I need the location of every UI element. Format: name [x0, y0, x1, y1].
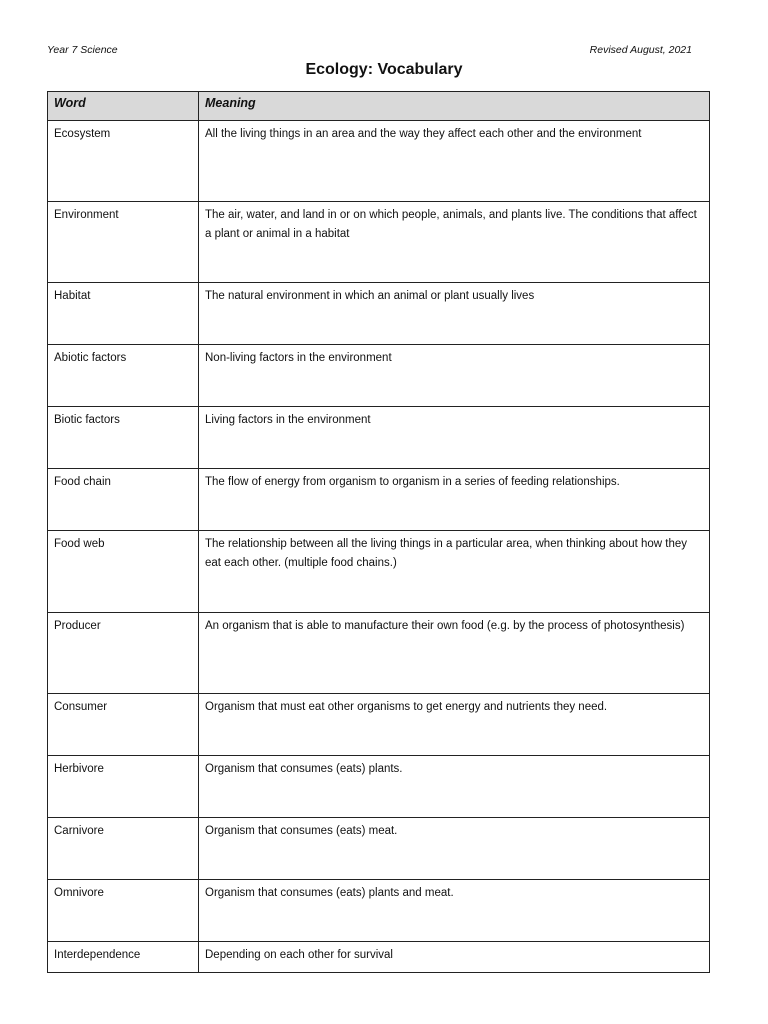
column-header-word: Word — [48, 92, 199, 121]
table-header-row — [48, 92, 710, 121]
table-row — [48, 880, 710, 942]
word-cell: Abiotic factors — [48, 345, 199, 407]
meaning-cell: Living factors in the environment — [199, 407, 710, 469]
meaning-cell: Depending on each other for survival — [199, 942, 710, 973]
table-row — [48, 756, 710, 818]
table-row — [48, 942, 710, 973]
word-cell: Ecosystem — [48, 121, 199, 202]
word-cell: Habitat — [48, 283, 199, 345]
word-cell: Omnivore — [48, 880, 199, 942]
table-row — [48, 283, 710, 345]
table-row — [48, 531, 710, 613]
table-row — [48, 469, 710, 531]
column-header-meaning: Meaning — [199, 92, 710, 121]
table-row — [48, 818, 710, 880]
word-cell: Consumer — [48, 694, 199, 756]
meaning-cell: An organism that is able to manufacture their own food (e.g. by the process of photosynthesis) — [199, 613, 710, 694]
word-cell: Food web — [48, 531, 199, 613]
vocabulary-table — [47, 91, 710, 973]
word-cell: Producer — [48, 613, 199, 694]
meaning-cell: The air, water, and land in or on which people, animals, and plants live. The conditions that affect a plant or animal in a habitat — [199, 202, 710, 283]
word-cell: Herbivore — [48, 756, 199, 818]
table-row — [48, 345, 710, 407]
table-row — [48, 613, 710, 694]
table-row — [48, 121, 710, 202]
meaning-cell: Organism that consumes (eats) meat. — [199, 818, 710, 880]
meaning-cell: Organism that must eat other organisms to get energy and nutrients they need. — [199, 694, 710, 756]
page-title: Ecology: Vocabulary — [305, 61, 463, 78]
meaning-cell: The natural environment in which an animal or plant usually lives — [199, 283, 710, 345]
meaning-cell: All the living things in an area and the way they affect each other and the environment — [199, 121, 710, 202]
meaning-cell: Non-living factors in the environment — [199, 345, 710, 407]
meaning-cell: The relationship between all the living things in a particular area, when thinking about how they eat each other. (multiple food chains.) — [199, 531, 710, 613]
table-row — [48, 202, 710, 283]
table-row — [48, 407, 710, 469]
word-cell: Biotic factors — [48, 407, 199, 469]
word-cell: Environment — [48, 202, 199, 283]
meaning-cell: Organism that consumes (eats) plants and meat. — [199, 880, 710, 942]
word-cell: Interdependence — [48, 942, 199, 973]
meaning-cell: The flow of energy from organism to organism in a series of feeding relationships. — [199, 469, 710, 531]
revision-date: Revised August, 2021 — [589, 44, 692, 56]
course-label: Year 7 Science — [47, 44, 118, 56]
meaning-cell: Organism that consumes (eats) plants. — [199, 756, 710, 818]
word-cell: Food chain — [48, 469, 199, 531]
table-row — [48, 694, 710, 756]
word-cell: Carnivore — [48, 818, 199, 880]
